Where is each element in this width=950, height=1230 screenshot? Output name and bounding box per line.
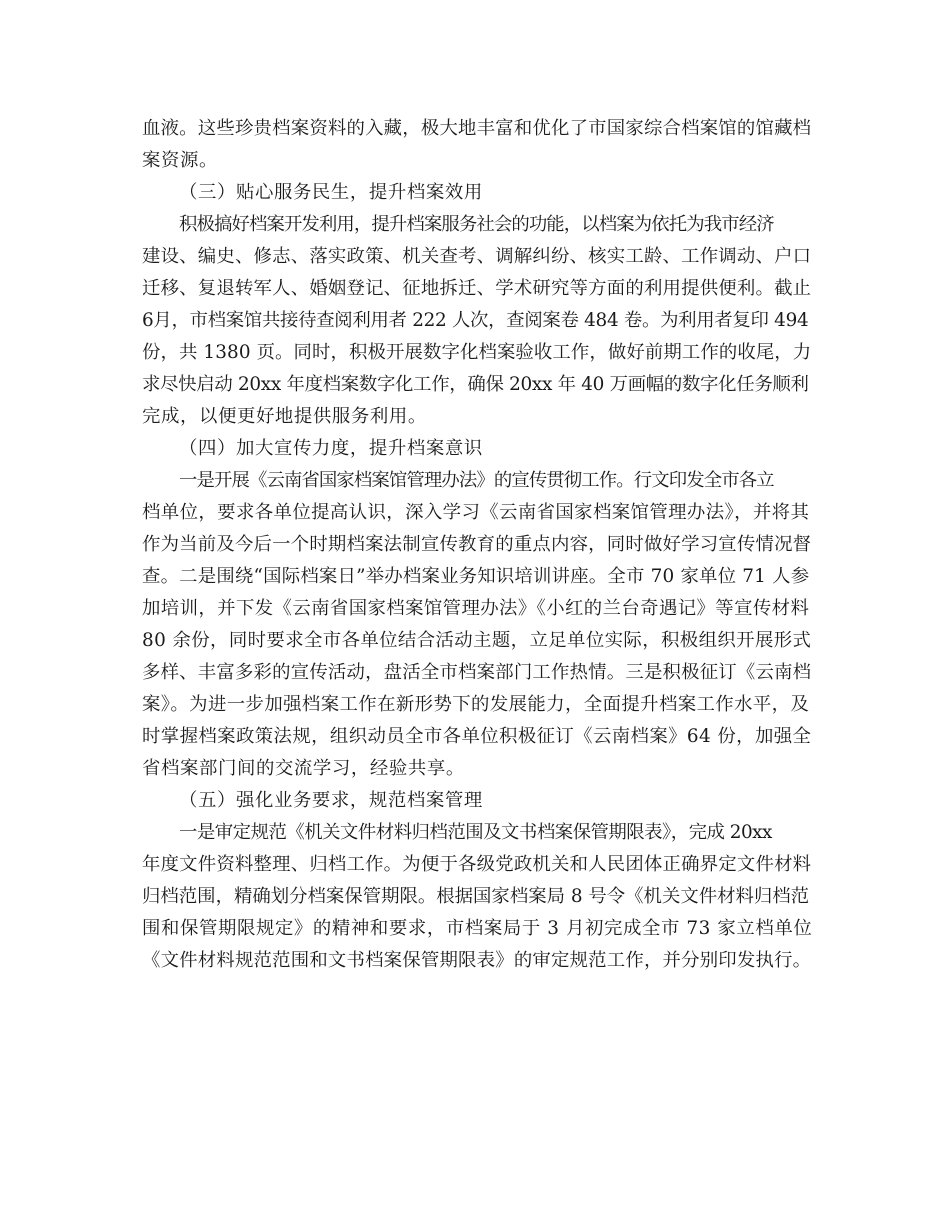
text-line: 一是开展《云南省国家档案馆管理办法》的宣传贯彻工作。行文印发全市各立 xyxy=(179,470,774,491)
text-line: 查。二是围绕“国际档案日”举办档案业务知识培训讲座。全市 70 家单位 71 人参 xyxy=(142,566,810,587)
heading-text: （四）加大宣传力度，提升档案意识 xyxy=(179,438,483,459)
text-line: 迁移、复退转军人、婚姻登记、征地拆迁、学术研究等方面的利用提供便利。截止 xyxy=(142,278,812,299)
text-line: 一是审定规范《机关文件材料归档范围及文书档案保管期限表》，完成 20xx xyxy=(179,822,772,843)
section-heading-5 xyxy=(142,785,812,817)
heading-text: （三）贴心服务民生，提升档案效用 xyxy=(179,182,483,203)
text-line: 时掌握档案政策法规，组织动员全市各单位积极征订《云南档案》64 份，加强全 xyxy=(142,726,812,747)
text-line: 归档范围，精确划分档案保管期限。根据国家档案局 8 号令《机关文件材料归档范 xyxy=(142,886,810,907)
text-line: 案资源。 xyxy=(142,150,218,171)
document-body xyxy=(142,113,812,977)
text-line: 围和保管期限规定》的精神和要求，市档案局于 3 月初完成全市 73 家立档单位 xyxy=(142,918,813,939)
text-line: 积极搞好档案开发利用，提升档案服务社会的功能，以档案为依托为我市经济 xyxy=(179,214,774,235)
text-line: 6月，市档案馆共接待查阅利用者 222 人次，查阅案卷 484 卷。为利用者复印 494 xyxy=(142,310,809,331)
paragraph-2 xyxy=(142,209,812,433)
paragraph-1 xyxy=(142,113,812,177)
text-line: 年度文件资料整理、归档工作。为便于各级党政机关和人民团体正确界定文件材料 xyxy=(142,854,812,875)
text-line: 血液。这些珍贵档案资料的入藏，极大地丰富和优化了市国家综合档案馆的馆藏档 xyxy=(142,118,812,139)
text-line: 档单位，要求各单位提高认识，深入学习《云南省国家档案馆管理办法》，并将其 xyxy=(142,502,810,523)
text-line: 省档案部门间的交流学习，经验共享。 xyxy=(142,758,465,779)
text-line: 作为当前及今后一个时期档案法制宣传教育的重点内容，同时做好学习宣传情况督 xyxy=(142,534,812,555)
text-line: 建设、编史、修志、落实政策、机关查考、调解纠纷、核实工龄、工作调动、户口 xyxy=(142,246,812,267)
heading-text: （五）强化业务要求，规范档案管理 xyxy=(179,790,483,811)
text-line: 份，共 1380 页。同时，积极开展数字化档案验收工作，做好前期工作的收尾，力 xyxy=(142,342,812,363)
section-heading-3 xyxy=(142,177,812,209)
text-line: 案》。为进一步加强档案工作在新形势下的发展能力，全面提升档案工作水平，及 xyxy=(142,694,810,715)
paragraph-3 xyxy=(142,465,812,785)
text-line: 求尽快启动 20xx 年度档案数字化工作，确保 20xx 年 40 万画幅的数字化任务顺利 xyxy=(142,374,809,395)
text-line: 80 余份，同时要求全市各单位结合活动主题，立足单位实际，积极组织开展形式 xyxy=(142,630,812,651)
text-line: 多样、丰富多彩的宣传活动，盘活全市档案部门工作热情。三是积极征订《云南档 xyxy=(142,662,812,683)
section-heading-4 xyxy=(142,433,812,465)
text-line: 完成，以便更好地提供服务利用。 xyxy=(142,406,427,427)
text-line: 加培训，并下发《云南省国家档案馆管理办法》《小红的兰台奇遇记》等宣传材料 xyxy=(142,598,810,619)
text-line: 《文件材料规范范围和文书档案保管期限表》的审定规范工作，并分别印发执行。 xyxy=(142,950,812,971)
paragraph-4 xyxy=(142,817,812,977)
